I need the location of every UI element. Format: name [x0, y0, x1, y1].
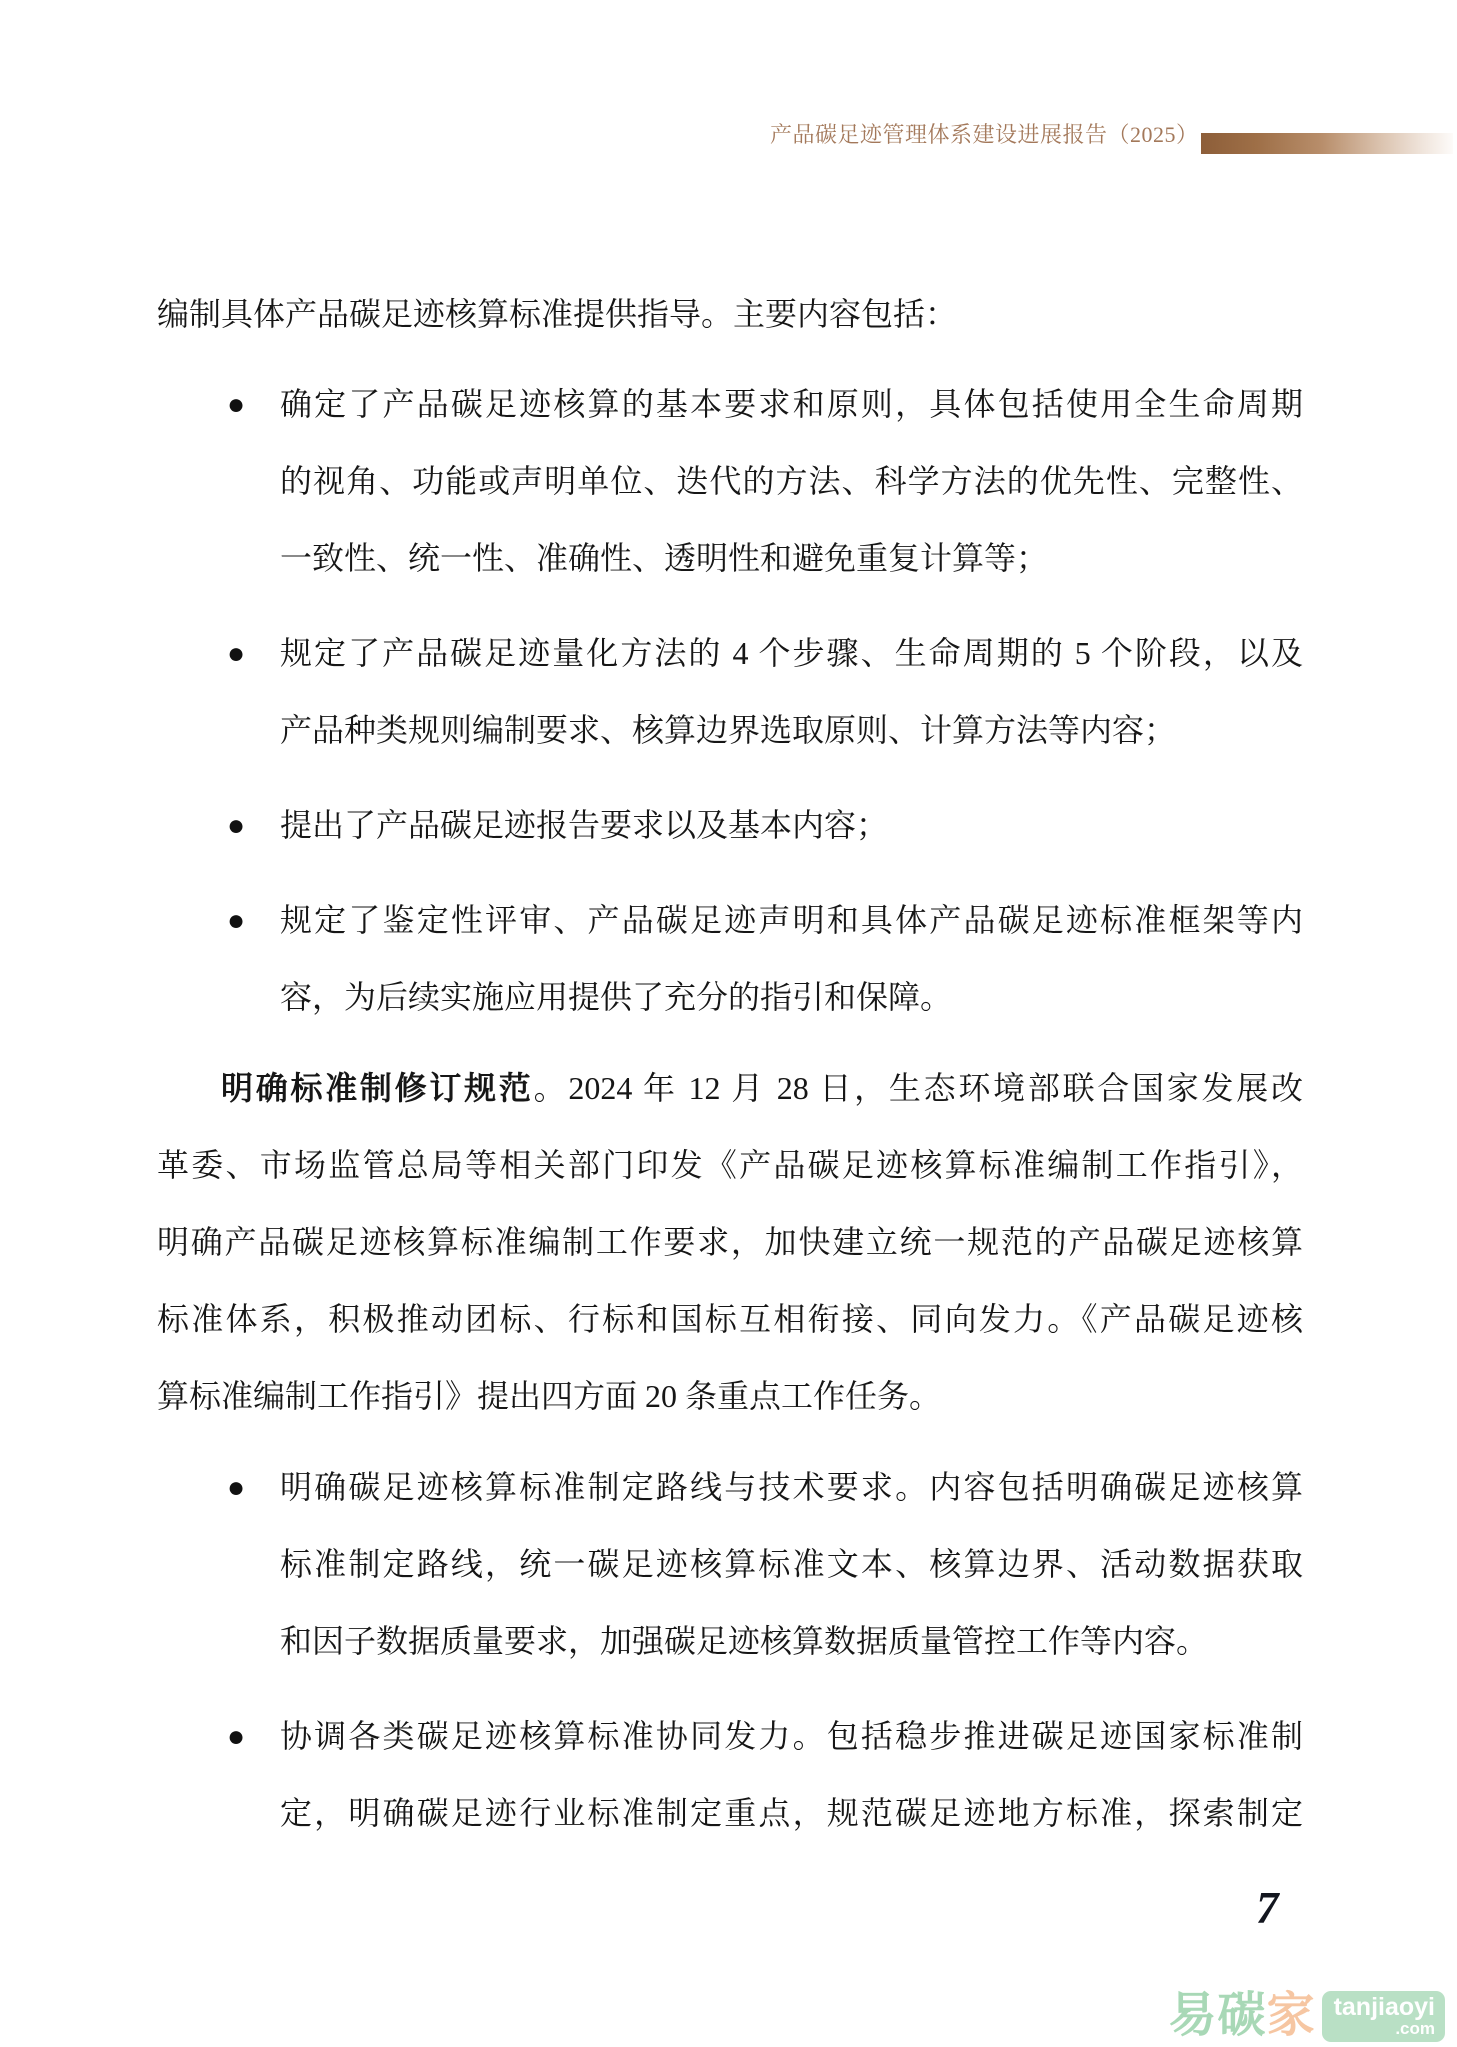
text-line: 定，明确碳足迹行业标准制定重点，规范碳足迹地方标准，探索制定	[280, 1795, 1303, 1831]
text-line: 明确产品碳足迹核算标准编制工作要求，加快建立统一规范的产品碳足迹核算	[157, 1224, 1303, 1260]
text-span: 。2024 年 12 月 28 日，生态环境部联合国家发展改	[533, 1070, 1303, 1106]
bullet-icon: ●	[227, 1720, 246, 1753]
bullet-item-text	[280, 366, 1303, 597]
watermark-badge-tld: .com	[1395, 2018, 1435, 2038]
emphasis-lead: 明确标准制修订规范	[221, 1070, 534, 1106]
bullet-item-text	[280, 882, 1303, 1036]
bullet-item-text	[280, 1449, 1303, 1680]
bullet-icon: ●	[227, 904, 246, 937]
text-line: 算标准编制工作指引》提出四方面 20 条重点工作任务。	[157, 1378, 942, 1414]
bullet-item	[157, 882, 1303, 1036]
bullet-icon: ●	[227, 388, 246, 421]
bullet-list-1	[157, 366, 1303, 1036]
bullet-item	[157, 1698, 1303, 1852]
header-gradient-bar	[1201, 133, 1453, 154]
text-line: 和因子数据质量要求，加强碳足迹核算数据质量管控工作等内容。	[280, 1623, 1209, 1659]
text-line: 规定了产品碳足迹量化方法的 4 个步骤、生命周期的 5 个阶段，以及	[280, 635, 1303, 671]
bullet-item	[157, 615, 1303, 769]
text-line: 容，为后续实施应用提供了充分的指引和保障。	[280, 979, 953, 1015]
bullet-item	[157, 366, 1303, 597]
bullet-item-text	[280, 1698, 1303, 1852]
text-line: 标准制定路线，统一碳足迹核算标准文本、核算边界、活动数据获取	[280, 1546, 1303, 1582]
body-text-column	[157, 276, 1303, 1852]
intro-paragraph	[157, 276, 1303, 353]
text-line: 一致性、统一性、准确性、透明性和避免重复计算等；	[280, 540, 1049, 576]
bullet-icon: ●	[227, 637, 246, 670]
watermark-badge-domain: tanjiaoyi	[1333, 1992, 1435, 2021]
text-line: 协调各类碳足迹核算标准协同发力。包括稳步推进碳足迹国家标准制	[280, 1718, 1303, 1754]
bullet-item-text	[280, 615, 1303, 769]
bullet-item-text	[280, 787, 1303, 864]
text-line: 的视角、功能或声明单位、迭代的方法、科学方法的优先性、完整性、	[280, 463, 1303, 499]
text-line: 明确碳足迹核算标准制定路线与技术要求。内容包括明确碳足迹核算	[280, 1469, 1303, 1505]
watermark-logo	[1169, 1985, 1445, 2047]
bullet-item	[157, 787, 1303, 864]
bullet-icon: ●	[227, 1471, 246, 1504]
text-line: 革委、市场监管总局等相关部门印发《产品碳足迹核算标准编制工作指引》，	[157, 1147, 1303, 1183]
text-line: 编制具体产品碳足迹核算标准提供指导。主要内容包括：	[157, 296, 958, 332]
text-line: 规定了鉴定性评审、产品碳足迹声明和具体产品碳足迹标准框架等内	[280, 902, 1303, 938]
text-line: 标准体系，积极推动团标、行标和国标互相衔接、同向发力。《产品碳足迹核	[157, 1301, 1303, 1337]
watermark-text-salmon: 家	[1266, 1989, 1316, 2042]
text-line: 确定了产品碳足迹核算的基本要求和原则，具体包括使用全生命周期	[280, 386, 1303, 422]
text-line: 产品种类规则编制要求、核算边界选取原则、计算方法等内容；	[280, 712, 1177, 748]
watermark-badge	[1322, 1991, 1445, 2042]
bullet-item	[157, 1449, 1303, 1680]
text-line	[157, 1050, 1303, 1127]
bullet-icon: ●	[227, 809, 246, 842]
standards-paragraph	[157, 1050, 1303, 1435]
watermark-text-green: 易碳	[1168, 1989, 1267, 2042]
bullet-list-2	[157, 1449, 1303, 1852]
running-header-title: 产品碳足迹管理体系建设进展报告（2025）	[770, 122, 1199, 147]
text-line: 提出了产品碳足迹报告要求以及基本内容；	[280, 807, 889, 843]
page-number: 7	[1256, 1883, 1279, 1933]
